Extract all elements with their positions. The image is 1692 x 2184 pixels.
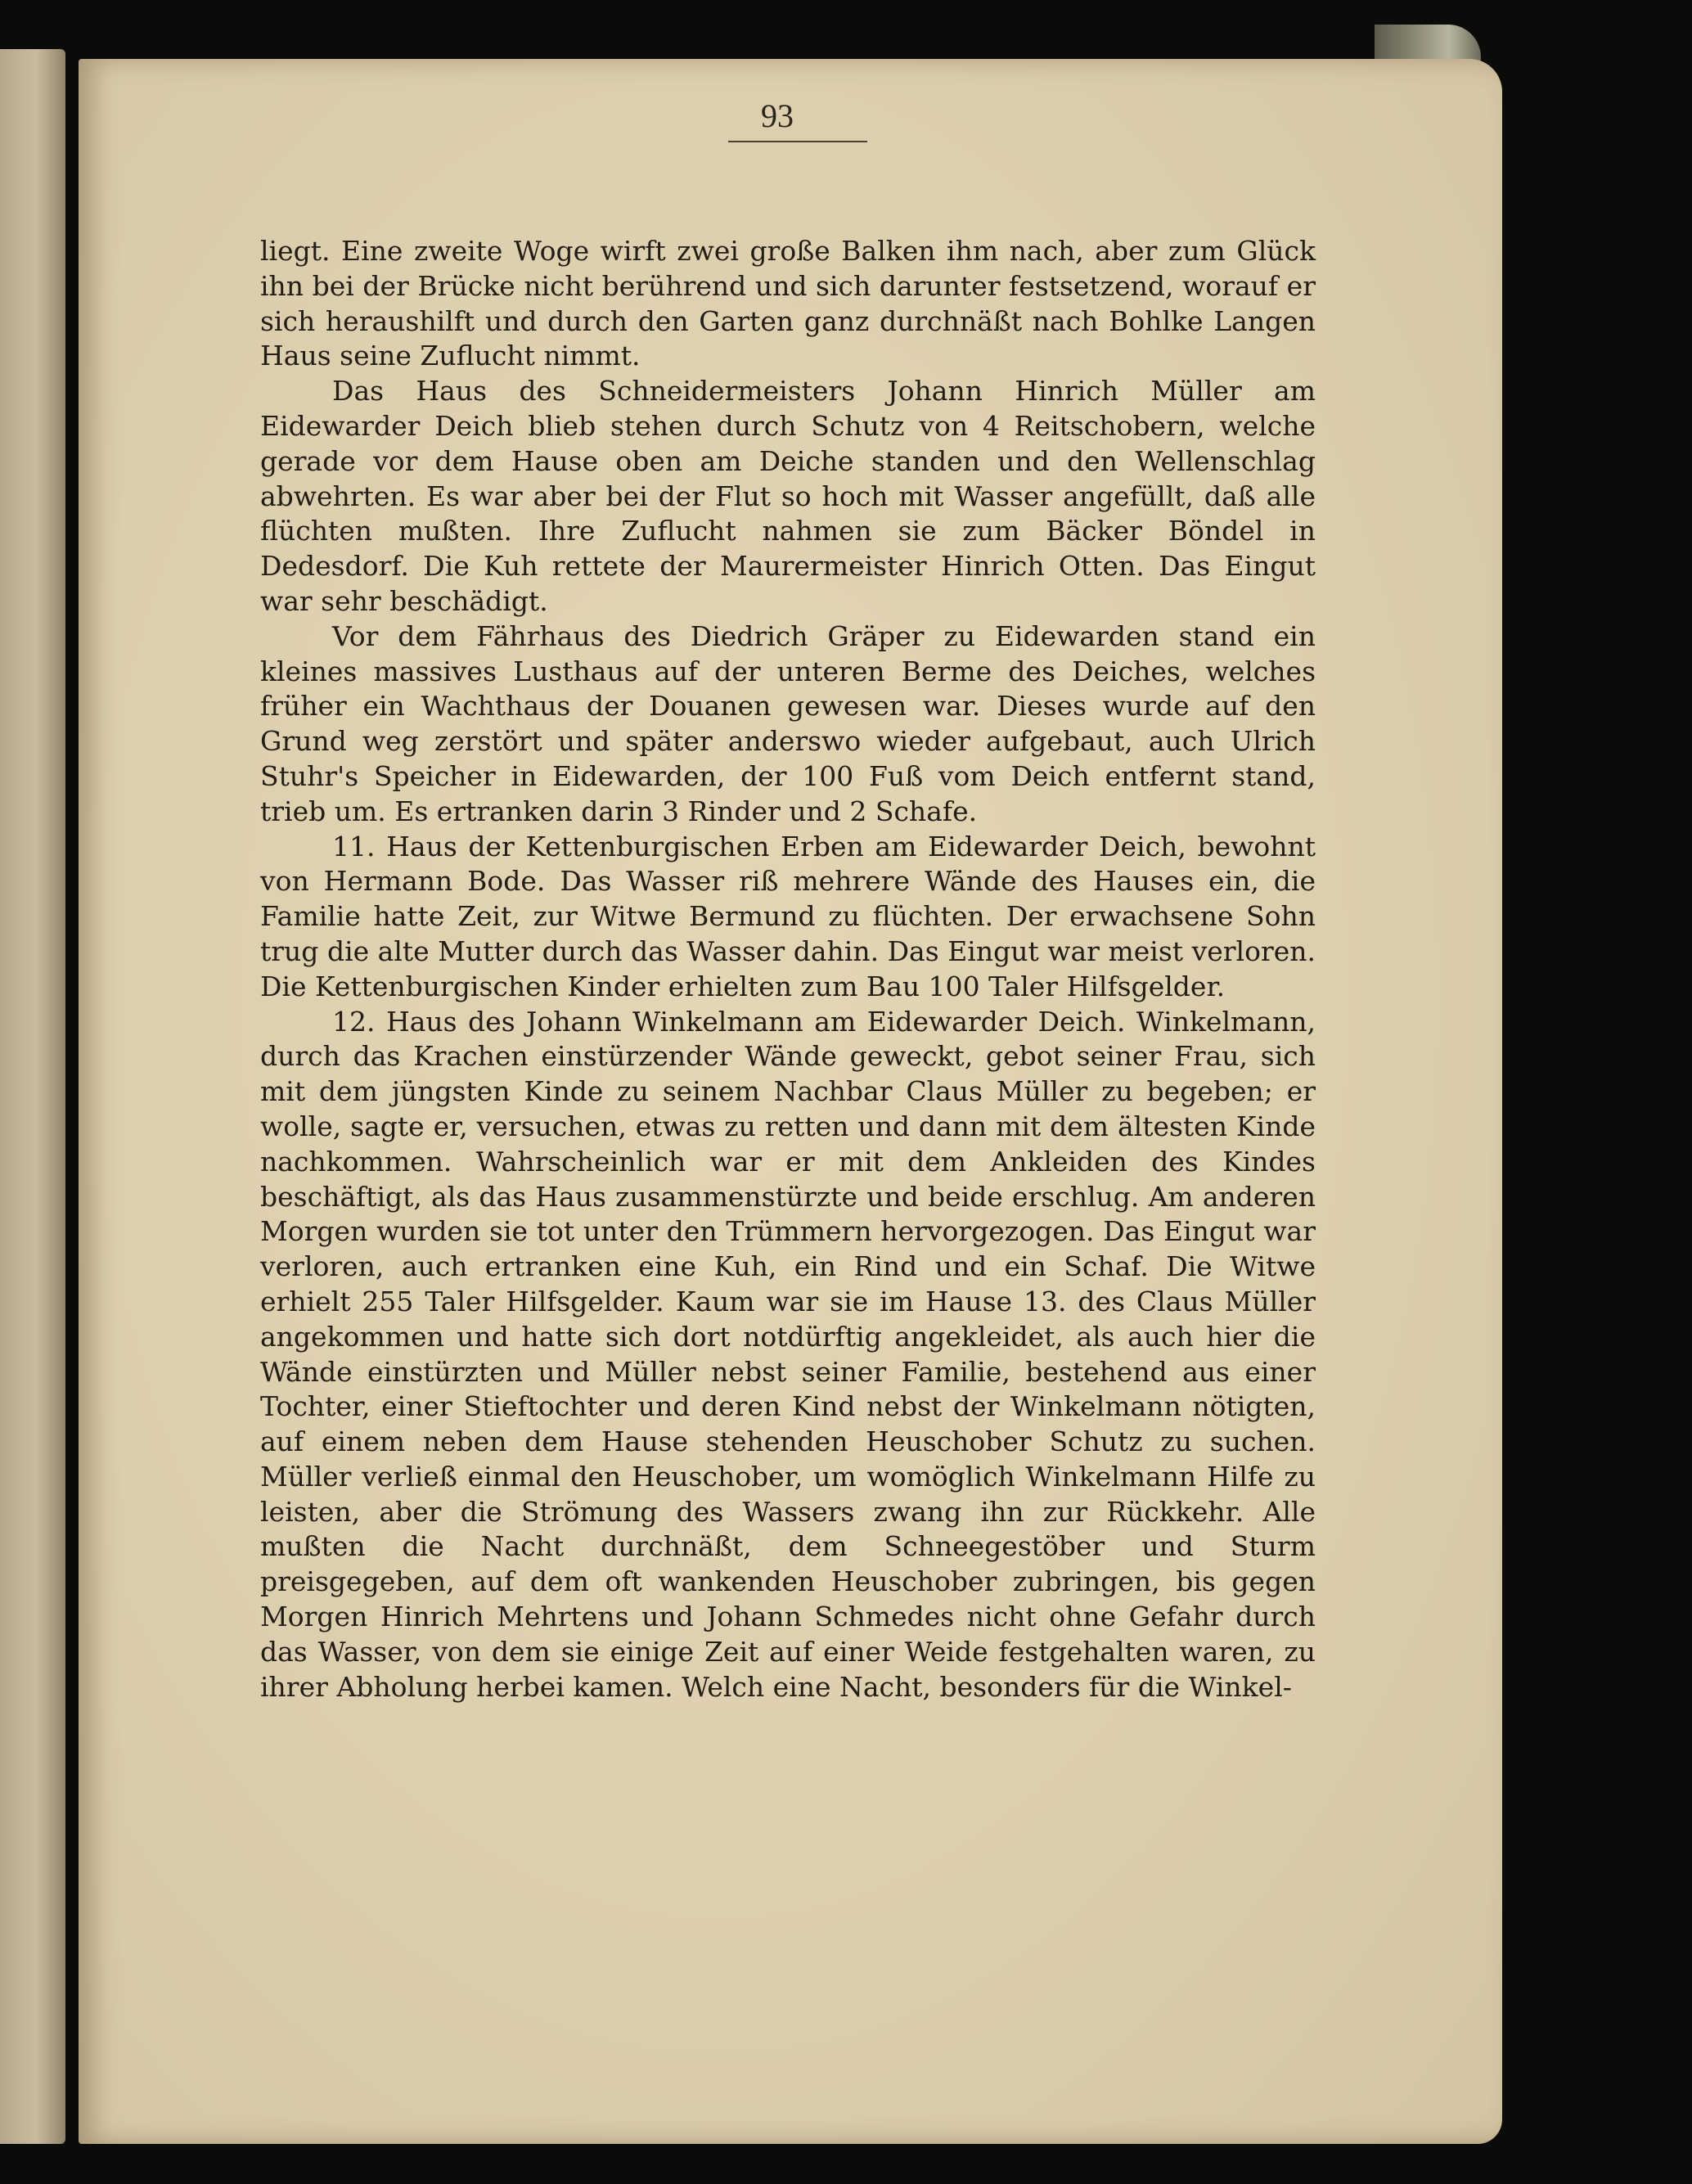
left-page-edge	[0, 49, 65, 2144]
paragraph: 11. Haus der Kettenburgischen Erben am Eidewarder Deich, bewohnt von Hermann Bode. Das Wasser riß mehrere Wände des Hauses ein, die Familie hatte Zeit, zur Witwe Bermund zu flüchten. Der erwachsene Sohn trug die alte Mutter durch das Wasser dahin. Das Eingut war meist verloren. Die Kettenburgischen Kinder erhielten zum Bau 100 Taler Hilfsgelder.	[260, 830, 1316, 1002]
paragraph: Vor dem Fährhaus des Diedrich Gräper zu Eidewarden stand ein kleines massives Lusthaus auf der unteren Berme des Deiches, welches früher ein Wachthaus der Douanen gewesen war. Dieses wurde auf den Grund weg zerstört und später anderswo wieder aufgebaut, auch Ulrich Stuhr's Speicher in Eidewarden, der 100 Fuß vom Deich entfernt stand, trieb um. Es ertranken darin 3 Rinder und 2 Schafe.	[260, 619, 1316, 827]
paragraph: liegt. Eine zweite Woge wirft zwei große Balken ihm nach, aber zum Glück ihn bei der Brücke nicht berührend und sich darunter festsetzend, worauf er sich heraushilft und durch den Garten ganz durchnäßt nach Bohlke Langen Haus seine Zuflucht nimmt.	[260, 235, 1316, 372]
page-number: 93	[761, 97, 794, 134]
paragraph: Das Haus des Schneidermeisters Johann Hinrich Müller am Eidewarder Deich blieb stehen durch Schutz von 4 Reitschobern, welche gerade vor dem Hause oben am Deiche standen und den Wellenschlag abwehrten. Es war aber bei der Flut so hoch mit Wasser angefüllt, daß alle flüchten mußten. Ihre Zuflucht nahmen sie zum Bäcker Böndel in Dedesdorf. Die Kuh rettete der Maurermeister Hinrich Otten. Das Eingut war sehr beschädigt.	[260, 375, 1316, 617]
body-text	[260, 234, 1316, 1704]
header-rule	[728, 141, 867, 142]
paragraph: 12. Haus des Johann Winkelmann am Eidewarder Deich. Winkelmann, durch das Krachen einstürzender Wände geweckt, gebot seiner Frau, sich mit dem jüngsten Kinde zu seinem Nachbar Claus Müller zu begeben; er wolle, sagte er, versuchen, etwas zu retten und dann mit dem ältesten Kinde nachkommen. Wahrscheinlich war er mit dem Ankleiden des Kindes beschäftigt, als das Haus zusammenstürzte und beide erschlug. Am anderen Morgen wurden sie tot unter den Trümmern hervorgezogen. Das Eingut war verloren, auch ertranken eine Kuh, ein Rind und ein Schaf. Die Witwe erhielt 255 Taler Hilfsgelder. Kaum war sie im Hause 13. des Claus Müller angekommen und hatte sich dort notdürftig angekleidet, als auch hier die Wände einstürzten und Müller nebst seiner Familie, bestehend aus einer Tochter, einer Stieftochter und deren Kind nebst der Winkelmann nötigten, auf einem neben dem Hause stehenden Heuschober Schutz zu suchen. Müller verließ einmal den Heuschober, um womöglich Winkelmann Hilfe zu leisten, aber die Strömung des Wassers zwang ihn zur Rückkehr. Alle mußten die Nacht durchnäßt, dem Schneegestöber und Sturm preisgegeben, auf dem oft wankenden Heuschober zubringen, bis gegen Morgen Hinrich Mehrtens und Johann Schmedes nicht ohne Gefahr durch das Wasser, von dem sie einige Zeit auf einer Weide festgehalten waren, zu ihrer Abholung herbei kamen. Welch eine Nacht, besonders für die Winkel-	[260, 1005, 1316, 1703]
